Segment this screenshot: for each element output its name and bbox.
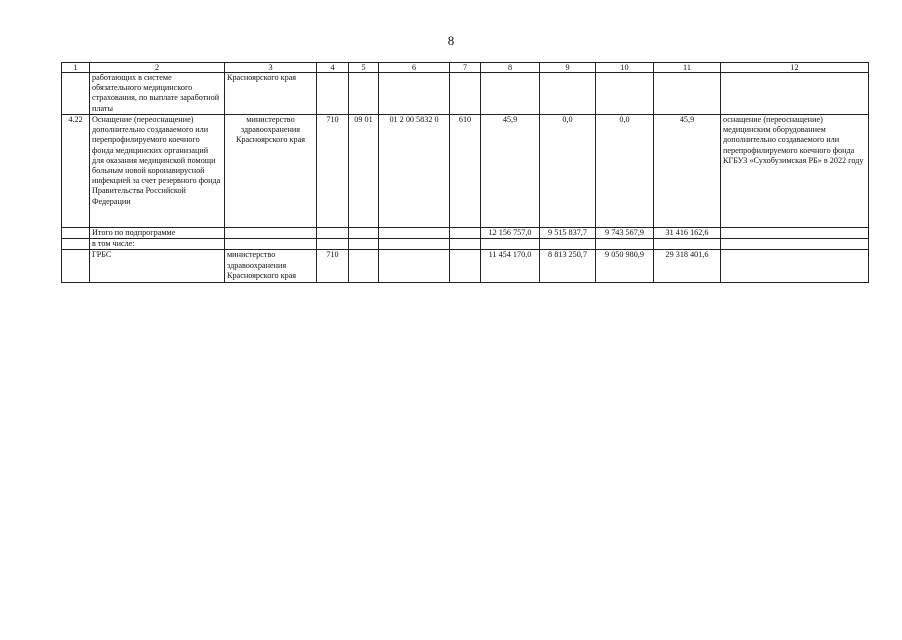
cell-name: Итого по подпрограмме: [90, 228, 225, 239]
cell-2024: [596, 73, 654, 115]
cell-name: в том числе:: [90, 239, 225, 250]
col-header: 6: [379, 63, 450, 73]
col-header: 7: [450, 63, 481, 73]
cell-2024: 9 050 980,9: [596, 250, 654, 283]
cell-vr: [450, 228, 481, 239]
cell-vr: [450, 73, 481, 115]
cell-2023: 9 515 837,7: [540, 228, 596, 239]
page-number: 8: [447, 33, 455, 48]
cell-ministry: [225, 228, 317, 239]
cell-ministry: Красноярского края: [225, 73, 317, 115]
col-header: 11: [654, 63, 721, 73]
cell-rzpr: 09 01: [349, 115, 379, 228]
budget-table: [61, 62, 869, 283]
cell-number: [62, 73, 90, 115]
col-header: 10: [596, 63, 654, 73]
cell-2023: [540, 239, 596, 250]
cell-result: [721, 228, 869, 239]
cell-total: 31 416 162,6: [654, 228, 721, 239]
cell-csr: [379, 228, 450, 239]
cell-2023: 0,0: [540, 115, 596, 228]
cell-rzpr: [349, 239, 379, 250]
cell-csr: 01 2 00 5832 0: [379, 115, 450, 228]
cell-2022: [481, 239, 540, 250]
cell-result: оснащение (переоснащение) медицинским оборудованием дополнительно создаваемого или перепрофилируемого коечного фонда КГБУЗ «Сухобузимская РБ» в 2022 году: [721, 115, 869, 228]
cell-csr: [379, 250, 450, 283]
column-number-row: [62, 63, 869, 73]
cell-grbs: [317, 239, 349, 250]
cell-2024: [596, 239, 654, 250]
cell-grbs: 710: [317, 250, 349, 283]
cell-number: [62, 239, 90, 250]
col-header: 1: [62, 63, 90, 73]
cell-name: Оснащение (переоснащение) дополнительно создаваемого или перепрофилируемого коечного фонда медицинских организаций для оказания медицинской помощи больным новой коронавирусной инфекцией за счет резервного фонда Правительства Российской Федерации: [90, 115, 225, 228]
cell-2022: 12 156 757,0: [481, 228, 540, 239]
cell-grbs: 710: [317, 115, 349, 228]
table-row-subtotal: [62, 228, 869, 239]
cell-grbs: [317, 228, 349, 239]
table-row-grbs: [62, 250, 869, 283]
col-header: 8: [481, 63, 540, 73]
cell-result: [721, 239, 869, 250]
col-header: 12: [721, 63, 869, 73]
col-header: 5: [349, 63, 379, 73]
cell-name: работающих в системе обязательного медицинского страхования, по выплате заработной платы: [90, 73, 225, 115]
cell-2022: [481, 73, 540, 115]
cell-2024: 9 743 567,9: [596, 228, 654, 239]
table-row-4-22: [62, 115, 869, 228]
cell-rzpr: [349, 73, 379, 115]
cell-total: [654, 239, 721, 250]
cell-number: [62, 250, 90, 283]
cell-total: 45,9: [654, 115, 721, 228]
col-header: 2: [90, 63, 225, 73]
cell-result: [721, 250, 869, 283]
cell-2024: 0,0: [596, 115, 654, 228]
cell-vr: [450, 239, 481, 250]
col-header: 4: [317, 63, 349, 73]
cell-ministry: министерство здравоохранения Красноярского края: [225, 115, 317, 228]
cell-2022: 45,9: [481, 115, 540, 228]
cell-ministry: [225, 239, 317, 250]
cell-rzpr: [349, 228, 379, 239]
cell-total: 29 318 401,6: [654, 250, 721, 283]
cell-total: [654, 73, 721, 115]
cell-grbs: [317, 73, 349, 115]
cell-number: [62, 228, 90, 239]
cell-rzpr: [349, 250, 379, 283]
cell-name: ГРБС: [90, 250, 225, 283]
col-header: 9: [540, 63, 596, 73]
table-row-continuation: [62, 73, 869, 115]
cell-csr: [379, 73, 450, 115]
col-header: 3: [225, 63, 317, 73]
cell-2023: [540, 73, 596, 115]
cell-number: 4.22: [62, 115, 90, 228]
cell-2022: 11 454 170,0: [481, 250, 540, 283]
cell-vr: 610: [450, 115, 481, 228]
cell-ministry: министерство здравоохранения Красноярского края: [225, 250, 317, 283]
cell-2023: 8 813 250,7: [540, 250, 596, 283]
cell-csr: [379, 239, 450, 250]
cell-result: [721, 73, 869, 115]
cell-vr: [450, 250, 481, 283]
table-row-including: [62, 239, 869, 250]
